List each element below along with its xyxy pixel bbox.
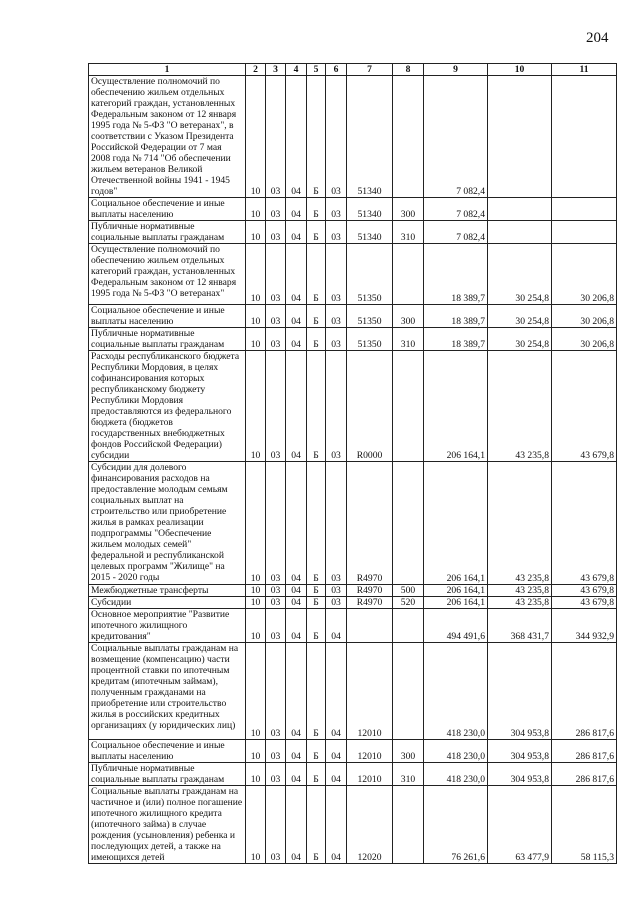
cell-amount-3: 43 679,8 [552, 585, 617, 597]
cell-amount-2: 304 953,8 [488, 740, 552, 763]
item-name-text: Публичные нормативные социальные выплаты гражданам [91, 763, 225, 785]
cell-subprogram: Б [307, 786, 326, 864]
cell-subprogram: Б [307, 597, 326, 609]
cell-program: 04 [286, 198, 307, 221]
table-row [89, 221, 617, 244]
budget-table [88, 63, 617, 864]
cell-event: 03 [326, 328, 347, 351]
cell-amount-1: 418 230,0 [424, 643, 488, 740]
cell-amount-3: 43 679,8 [552, 462, 617, 585]
cell-amount-1: 206 164,1 [424, 462, 488, 585]
cell-item-name [89, 76, 246, 198]
cell-subprogram: Б [307, 609, 326, 643]
cell-section: 10 [246, 786, 266, 864]
cell-section: 10 [246, 328, 266, 351]
cell-event: 04 [326, 786, 347, 864]
cell-subprogram: Б [307, 740, 326, 763]
item-name-text: Осуществление полномочий по обеспечению жильем отдельных категорий граждан, установленных Федеральным законом от 12 января 1995 года № 5-ФЗ "О ветеранах" [91, 244, 237, 299]
cell-program: 04 [286, 597, 307, 609]
column-header: 7 [347, 64, 393, 76]
cell-event: 04 [326, 643, 347, 740]
cell-section: 10 [246, 221, 266, 244]
cell-amount-3: 344 932,9 [552, 609, 617, 643]
cell-direction-code: R4970 [347, 597, 393, 609]
cell-subprogram: Б [307, 221, 326, 244]
cell-section: 10 [246, 244, 266, 305]
column-header: 1 [89, 64, 246, 76]
cell-program: 04 [286, 740, 307, 763]
cell-direction-code: 51340 [347, 76, 393, 198]
cell-direction-code: 12010 [347, 740, 393, 763]
table-row [89, 198, 617, 221]
cell-program: 04 [286, 328, 307, 351]
cell-subprogram: Б [307, 328, 326, 351]
cell-amount-2 [488, 221, 552, 244]
cell-expense-type: 520 [393, 597, 424, 609]
cell-program: 04 [286, 585, 307, 597]
cell-amount-3: 30 206,8 [552, 244, 617, 305]
cell-subprogram: Б [307, 585, 326, 597]
cell-section: 10 [246, 740, 266, 763]
cell-direction-code: 51340 [347, 198, 393, 221]
cell-amount-1: 76 261,6 [424, 786, 488, 864]
cell-subsection: 03 [266, 244, 286, 305]
cell-direction-code: 51350 [347, 305, 393, 328]
cell-expense-type: 300 [393, 305, 424, 328]
cell-subprogram: Б [307, 643, 326, 740]
table-row [89, 763, 617, 786]
cell-section: 10 [246, 305, 266, 328]
cell-expense-type: 310 [393, 763, 424, 786]
cell-section: 10 [246, 462, 266, 585]
cell-amount-3: 286 817,6 [552, 643, 617, 740]
cell-amount-3 [552, 76, 617, 198]
item-name-text: Социальные выплаты гражданам на возмещение (компенсацию) части процентной ставки по ипотечным кредитам (ипотечным займам), полученным гражданами на приобретение или строительство жилья в российских кредитных организациях (у юридических лиц) [91, 643, 239, 731]
cell-subsection: 03 [266, 740, 286, 763]
cell-program: 04 [286, 76, 307, 198]
cell-direction-code: 12020 [347, 786, 393, 864]
cell-section: 10 [246, 198, 266, 221]
cell-amount-2: 43 235,8 [488, 585, 552, 597]
cell-subprogram: Б [307, 244, 326, 305]
cell-subsection: 03 [266, 786, 286, 864]
cell-subprogram: Б [307, 351, 326, 462]
cell-amount-1: 418 230,0 [424, 763, 488, 786]
cell-item-name [89, 740, 246, 763]
cell-subprogram: Б [307, 462, 326, 585]
cell-item-name [89, 585, 246, 597]
column-header: 11 [552, 64, 617, 76]
cell-expense-type [393, 351, 424, 462]
item-name-text: Субсидии [91, 597, 132, 608]
cell-amount-1: 18 389,7 [424, 244, 488, 305]
cell-expense-type: 310 [393, 328, 424, 351]
cell-direction-code: R0000 [347, 351, 393, 462]
cell-subsection: 03 [266, 763, 286, 786]
cell-direction-code: 51350 [347, 244, 393, 305]
cell-event: 03 [326, 462, 347, 585]
cell-amount-2: 43 235,8 [488, 351, 552, 462]
cell-amount-1: 7 082,4 [424, 221, 488, 244]
cell-amount-3 [552, 198, 617, 221]
cell-program: 04 [286, 244, 307, 305]
cell-subprogram: Б [307, 763, 326, 786]
cell-section: 10 [246, 763, 266, 786]
cell-section: 10 [246, 76, 266, 198]
cell-amount-2: 368 431,7 [488, 609, 552, 643]
cell-amount-1: 206 164,1 [424, 351, 488, 462]
cell-amount-3: 58 115,3 [552, 786, 617, 864]
cell-subprogram: Б [307, 198, 326, 221]
cell-amount-2: 304 953,8 [488, 763, 552, 786]
cell-program: 04 [286, 786, 307, 864]
cell-amount-2: 304 953,8 [488, 643, 552, 740]
cell-section: 10 [246, 597, 266, 609]
cell-amount-1: 206 164,1 [424, 597, 488, 609]
cell-direction-code: 51350 [347, 328, 393, 351]
cell-item-name [89, 244, 246, 305]
table-row [89, 305, 617, 328]
table-row [89, 597, 617, 609]
cell-subsection: 03 [266, 597, 286, 609]
cell-event: 03 [326, 198, 347, 221]
cell-amount-3: 286 817,6 [552, 763, 617, 786]
cell-amount-3: 30 206,8 [552, 305, 617, 328]
cell-event: 03 [326, 305, 347, 328]
cell-item-name [89, 609, 246, 643]
cell-item-name [89, 198, 246, 221]
cell-subsection: 03 [266, 328, 286, 351]
table-row [89, 585, 617, 597]
cell-subprogram: Б [307, 76, 326, 198]
cell-direction-code: R4970 [347, 585, 393, 597]
cell-section: 10 [246, 643, 266, 740]
item-name-text: Социальные выплаты гражданам на частичное и (или) полное погашение ипотечного жилищного кредита (ипотечного займа) в случае рождения (усыновления) ребенка и последующих детей, а также на имеющихся детей [91, 786, 243, 863]
cell-event: 03 [326, 244, 347, 305]
cell-program: 04 [286, 351, 307, 462]
column-header: 8 [393, 64, 424, 76]
cell-section: 10 [246, 351, 266, 462]
table-row [89, 244, 617, 305]
cell-event: 03 [326, 585, 347, 597]
cell-event: 03 [326, 351, 347, 462]
cell-section: 10 [246, 585, 266, 597]
cell-item-name [89, 221, 246, 244]
cell-amount-3: 43 679,8 [552, 351, 617, 462]
table-row [89, 786, 617, 864]
item-name-text: Расходы республиканского бюджета Республики Мордовия, в целях софинансирования которых республиканскому бюджету Республики Мордовия предоставляются из федерального бюджета (бюджетов государственных внебюджетных фондов Российской Федерации) субсидии [91, 351, 240, 461]
column-header: 4 [286, 64, 307, 76]
cell-amount-2: 63 477,9 [488, 786, 552, 864]
item-name-text: Социальное обеспечение и иные выплаты населению [91, 740, 225, 762]
cell-subsection: 03 [266, 198, 286, 221]
item-name-text: Публичные нормативные социальные выплаты гражданам [91, 221, 225, 243]
cell-program: 04 [286, 609, 307, 643]
cell-direction-code [347, 609, 393, 643]
cell-program: 04 [286, 763, 307, 786]
item-name-text: Межбюджетные трансферты [91, 585, 209, 596]
cell-amount-2: 30 254,8 [488, 305, 552, 328]
column-header: 9 [424, 64, 488, 76]
item-name-text: Субсидии для долевого финансирования расходов на предоставление молодым семьям социальных выплат на строительство или приобретение жилья в рамках реализации подпрограммы "Обеспечение жильем молодых семей" федеральной и республиканской целевых программ "Жилище" на 2015 - 2020 годы [91, 462, 228, 583]
item-name-text: Социальное обеспечение и иные выплаты населению [91, 198, 225, 220]
column-header: 6 [326, 64, 347, 76]
item-name-text: Социальное обеспечение и иные выплаты населению [91, 305, 225, 327]
cell-direction-code: R4970 [347, 462, 393, 585]
cell-expense-type [393, 462, 424, 585]
cell-direction-code: 51340 [347, 221, 393, 244]
column-header: 5 [307, 64, 326, 76]
cell-amount-2 [488, 76, 552, 198]
cell-subsection: 03 [266, 585, 286, 597]
table-row [89, 740, 617, 763]
cell-amount-3 [552, 221, 617, 244]
cell-item-name [89, 763, 246, 786]
column-header: 3 [266, 64, 286, 76]
cell-subsection: 03 [266, 76, 286, 198]
column-header: 10 [488, 64, 552, 76]
item-name-text: Осуществление полномочий по обеспечению жильем отдельных категорий граждан, установленных Федеральным законом от 12 января 1995 года № 5-ФЗ "О ветеранах", в соответствии с Указом Президента Российской Федерации от 7 мая 2008 года № 714 "Об обеспечении жильем ветеранов Великой Отечественной войны 1941 - 1945 годов" [91, 76, 237, 197]
cell-amount-1: 7 082,4 [424, 198, 488, 221]
header-row [89, 64, 617, 76]
cell-amount-2: 43 235,8 [488, 597, 552, 609]
cell-event: 04 [326, 763, 347, 786]
cell-amount-1: 7 082,4 [424, 76, 488, 198]
column-header: 2 [246, 64, 266, 76]
cell-item-name [89, 462, 246, 585]
table-row [89, 643, 617, 740]
cell-program: 04 [286, 305, 307, 328]
cell-amount-2: 30 254,8 [488, 244, 552, 305]
cell-program: 04 [286, 643, 307, 740]
cell-amount-2: 30 254,8 [488, 328, 552, 351]
cell-subsection: 03 [266, 462, 286, 585]
cell-event: 03 [326, 597, 347, 609]
cell-subsection: 03 [266, 643, 286, 740]
cell-program: 04 [286, 462, 307, 585]
cell-amount-3: 30 206,8 [552, 328, 617, 351]
cell-expense-type: 310 [393, 221, 424, 244]
cell-direction-code: 12010 [347, 763, 393, 786]
cell-amount-3: 286 817,6 [552, 740, 617, 763]
cell-amount-1: 18 389,7 [424, 305, 488, 328]
cell-amount-2: 43 235,8 [488, 462, 552, 585]
cell-item-name [89, 305, 246, 328]
table-body [89, 76, 617, 864]
cell-item-name [89, 328, 246, 351]
cell-expense-type [393, 609, 424, 643]
cell-amount-2 [488, 198, 552, 221]
cell-amount-1: 418 230,0 [424, 740, 488, 763]
cell-direction-code: 12010 [347, 643, 393, 740]
cell-event: 04 [326, 740, 347, 763]
cell-amount-1: 206 164,1 [424, 585, 488, 597]
cell-expense-type [393, 76, 424, 198]
cell-expense-type: 300 [393, 198, 424, 221]
cell-subprogram: Б [307, 305, 326, 328]
cell-expense-type: 300 [393, 740, 424, 763]
table-row [89, 351, 617, 462]
cell-expense-type [393, 786, 424, 864]
cell-event: 03 [326, 221, 347, 244]
cell-expense-type [393, 643, 424, 740]
cell-item-name [89, 643, 246, 740]
cell-amount-1: 494 491,6 [424, 609, 488, 643]
cell-subsection: 03 [266, 305, 286, 328]
table-row [89, 462, 617, 585]
cell-section: 10 [246, 609, 266, 643]
cell-program: 04 [286, 221, 307, 244]
cell-item-name [89, 597, 246, 609]
cell-item-name [89, 351, 246, 462]
cell-amount-1: 18 389,7 [424, 328, 488, 351]
cell-amount-3: 43 679,8 [552, 597, 617, 609]
cell-subsection: 03 [266, 351, 286, 462]
table-row [89, 76, 617, 198]
cell-expense-type: 500 [393, 585, 424, 597]
table-row [89, 609, 617, 643]
cell-item-name [89, 786, 246, 864]
cell-subsection: 03 [266, 609, 286, 643]
cell-event: 03 [326, 76, 347, 198]
cell-expense-type [393, 244, 424, 305]
table-row [89, 328, 617, 351]
cell-subsection: 03 [266, 221, 286, 244]
item-name-text: Публичные нормативные социальные выплаты гражданам [91, 328, 225, 350]
page-number: 204 [586, 30, 609, 46]
item-name-text: Основное мероприятие "Развитие ипотечного жилищного кредитования" [91, 609, 230, 642]
cell-event: 04 [326, 609, 347, 643]
